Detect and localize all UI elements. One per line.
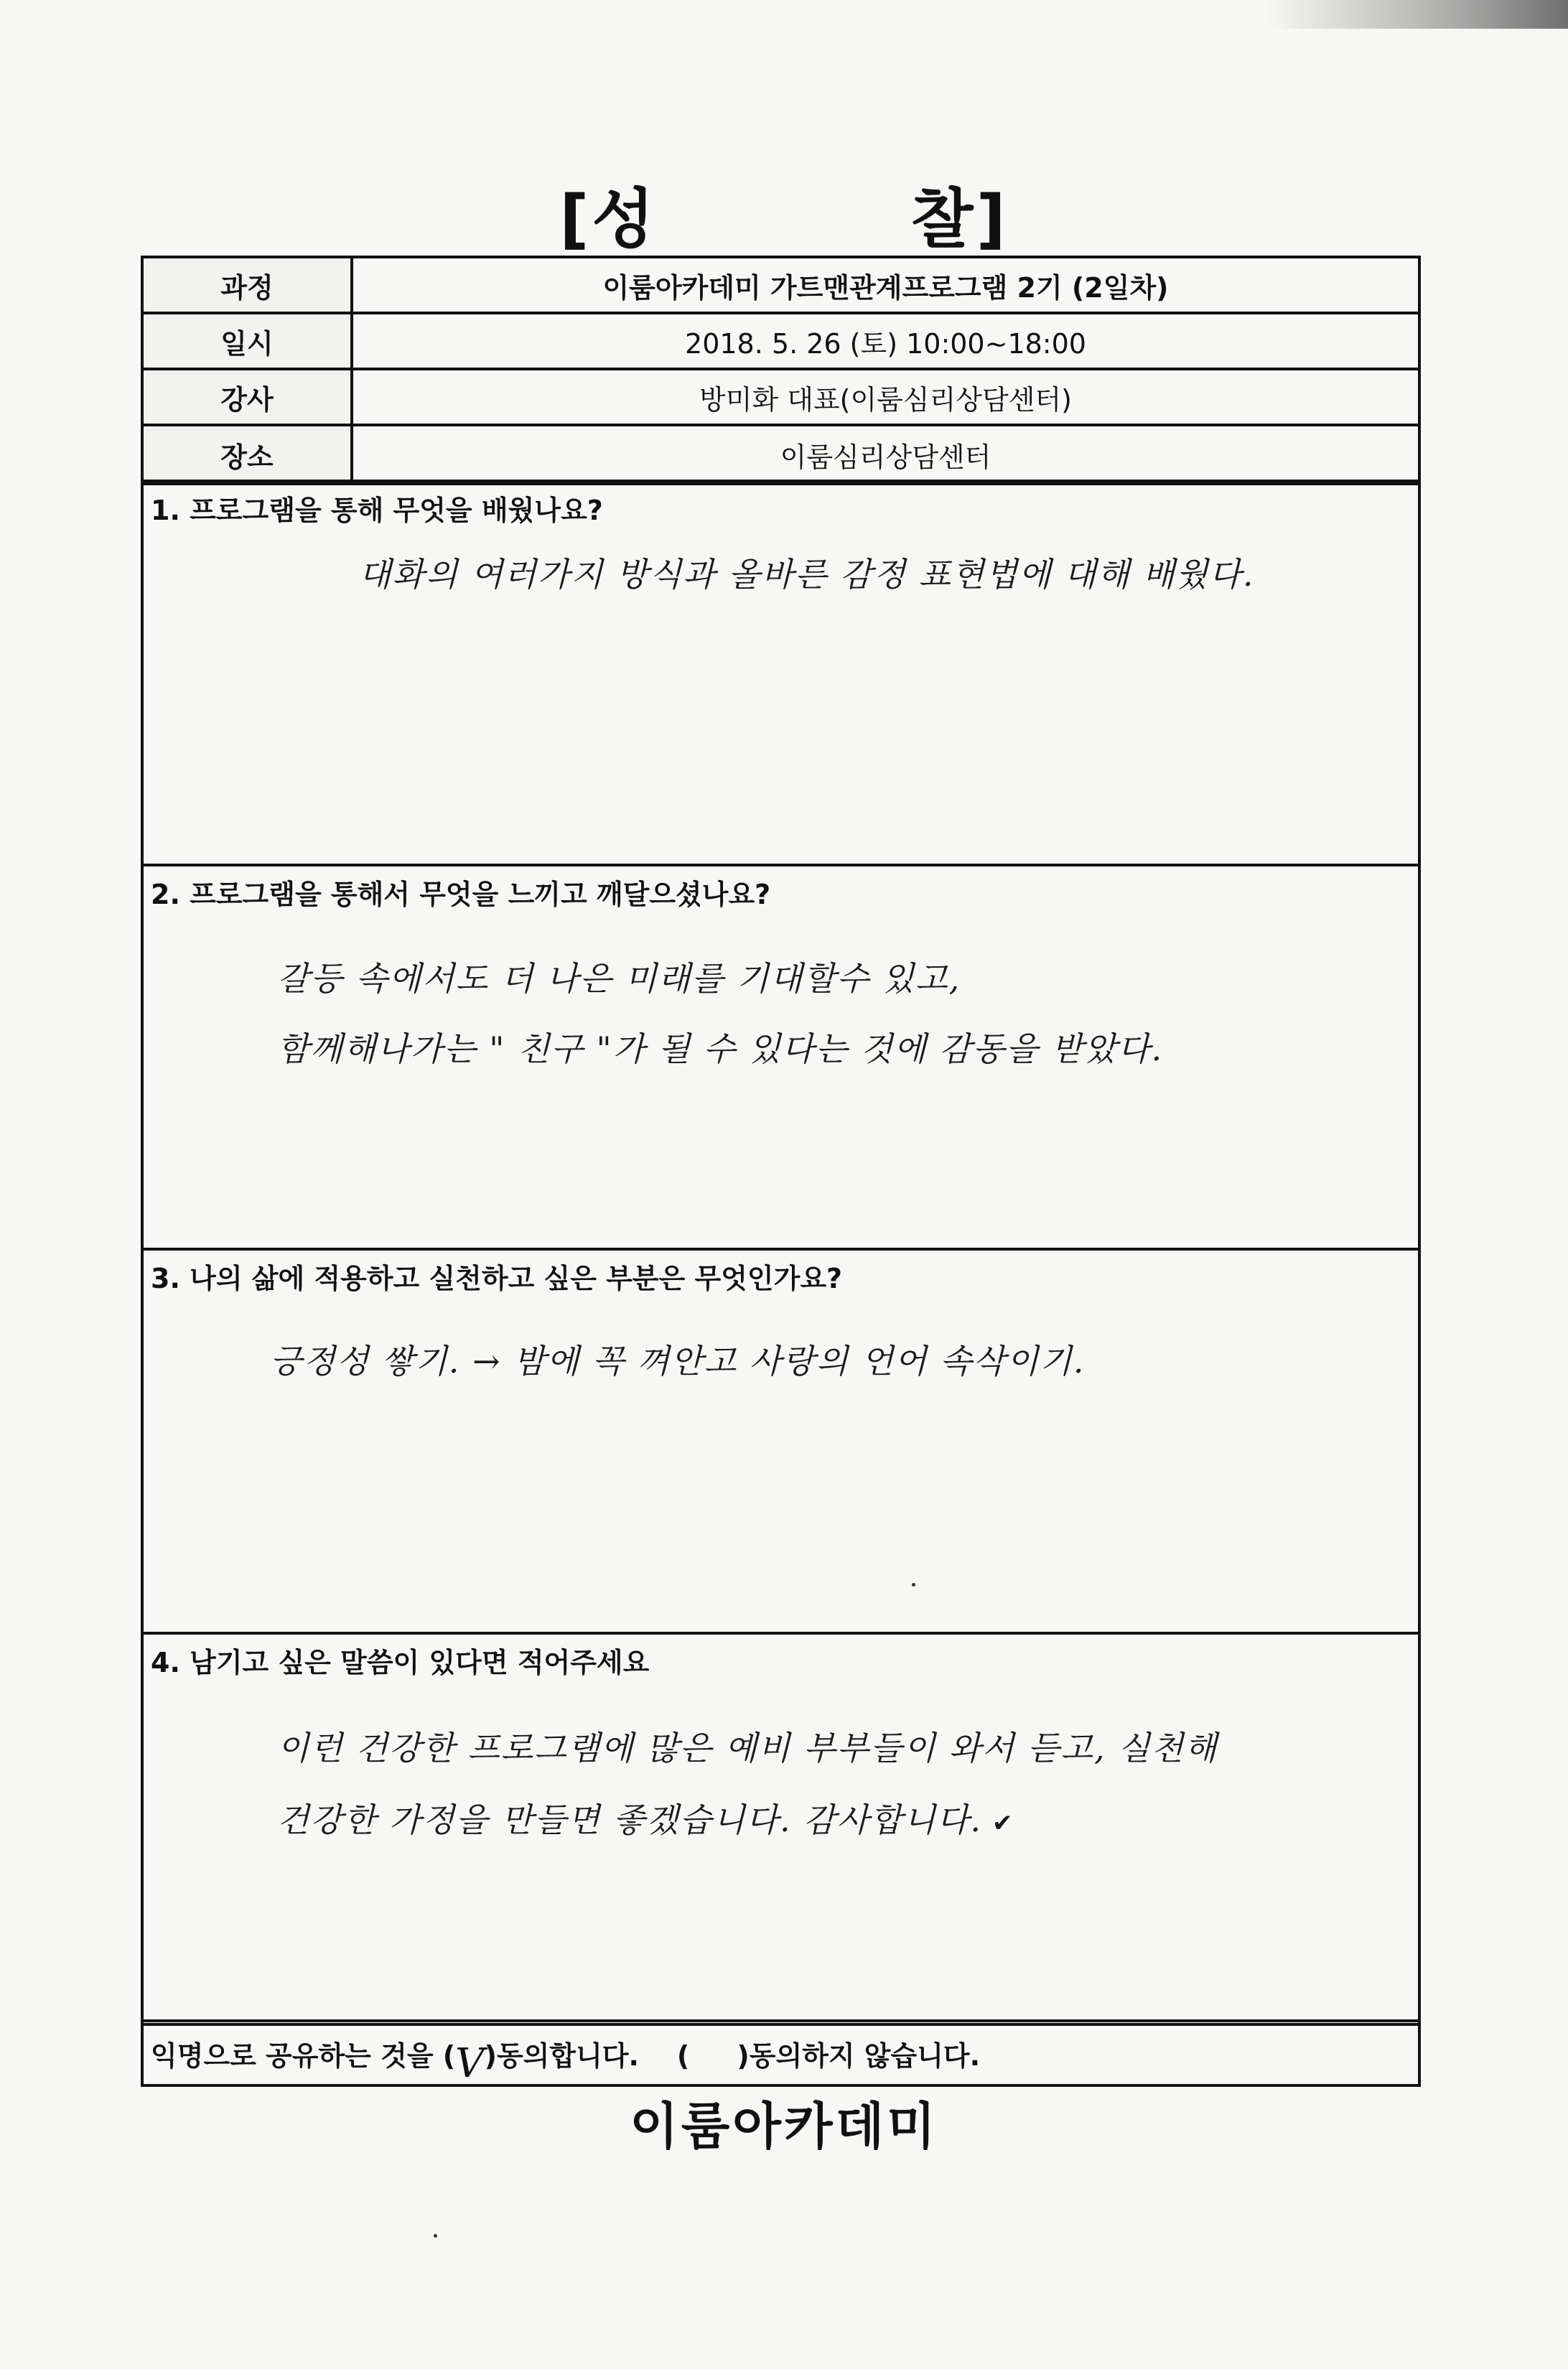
info-row-course	[144, 258, 1418, 314]
check-mark: ✔	[992, 1809, 1014, 1838]
info-label: 과정	[144, 258, 353, 312]
handwritten-answer: 이런 건강한 프로그램에 많은 예비 부부들이 와서 듣고, 실천해	[277, 1729, 1218, 1767]
document-title: [성 찰]	[559, 182, 1009, 257]
info-value: 이룸아카데미 가트맨관계프로그램 2기 (2일차)	[602, 271, 1169, 304]
consent-options: )동의합니다. ( )동의하지 않습니다.	[484, 2039, 981, 2072]
info-row-instructor	[144, 370, 1418, 426]
info-table	[141, 256, 1421, 485]
handwritten-answer: 긍정성 쌓기. → 밤에 꼭 껴안고 사랑의 언어 속삭이기.	[270, 1342, 1086, 1380]
question-block-2	[144, 864, 1418, 1248]
question-title: 1. 프로그램을 통해 무엇을 배웠나요?	[151, 495, 603, 526]
info-value: 방미화 대표(이룸심리상담센터)	[699, 383, 1072, 416]
handwritten-answer: 갈등 속에서도 더 나은 미래를 기대할수 있고,	[277, 959, 961, 998]
consent-row	[141, 2019, 1421, 2087]
questions-section	[141, 480, 1421, 2026]
stray-dot	[434, 2234, 437, 2238]
stray-dot	[912, 1583, 915, 1587]
info-row-location	[144, 426, 1418, 482]
question-title: 2. 프로그램을 통해서 무엇을 느끼고 깨달으셨나요?	[151, 879, 771, 910]
consent-check-mark: V	[455, 2039, 485, 2087]
footer-brand: 이룸아카데미	[630, 2097, 938, 2156]
handwritten-answer: 함께해나가는 " 친구 "가 될 수 있다는 것에 감동을 받았다.	[277, 1029, 1164, 1068]
info-label: 장소	[144, 426, 353, 482]
handwritten-answer	[277, 1794, 1014, 1841]
question-block-4	[144, 1632, 1418, 2023]
info-value: 2018. 5. 26 (토) 10:00~18:00	[685, 327, 1086, 360]
handwritten-answer-text: 건강한 가정을 만들면 좋겠습니다. 감사합니다.	[277, 1800, 983, 1839]
question-block-1	[144, 480, 1418, 864]
info-label: 일시	[144, 314, 353, 368]
handwritten-answer: 대화의 여러가지 방식과 올바른 감정 표현법에 대해 배웠다.	[359, 555, 1255, 594]
scan-shadow	[1266, 0, 1568, 29]
question-block-3	[144, 1248, 1418, 1632]
info-row-datetime	[144, 314, 1418, 370]
question-title: 3. 나의 삶에 적용하고 실천하고 싶은 부분은 무엇인가요?	[151, 1263, 843, 1294]
info-label: 강사	[144, 370, 353, 424]
consent-prefix: 익명으로 공유하는 것을 (	[151, 2039, 456, 2072]
question-title: 4. 남기고 싶은 말씀이 있다면 적어주세요	[151, 1647, 650, 1678]
info-value: 이룸심리상담센터	[780, 441, 991, 473]
